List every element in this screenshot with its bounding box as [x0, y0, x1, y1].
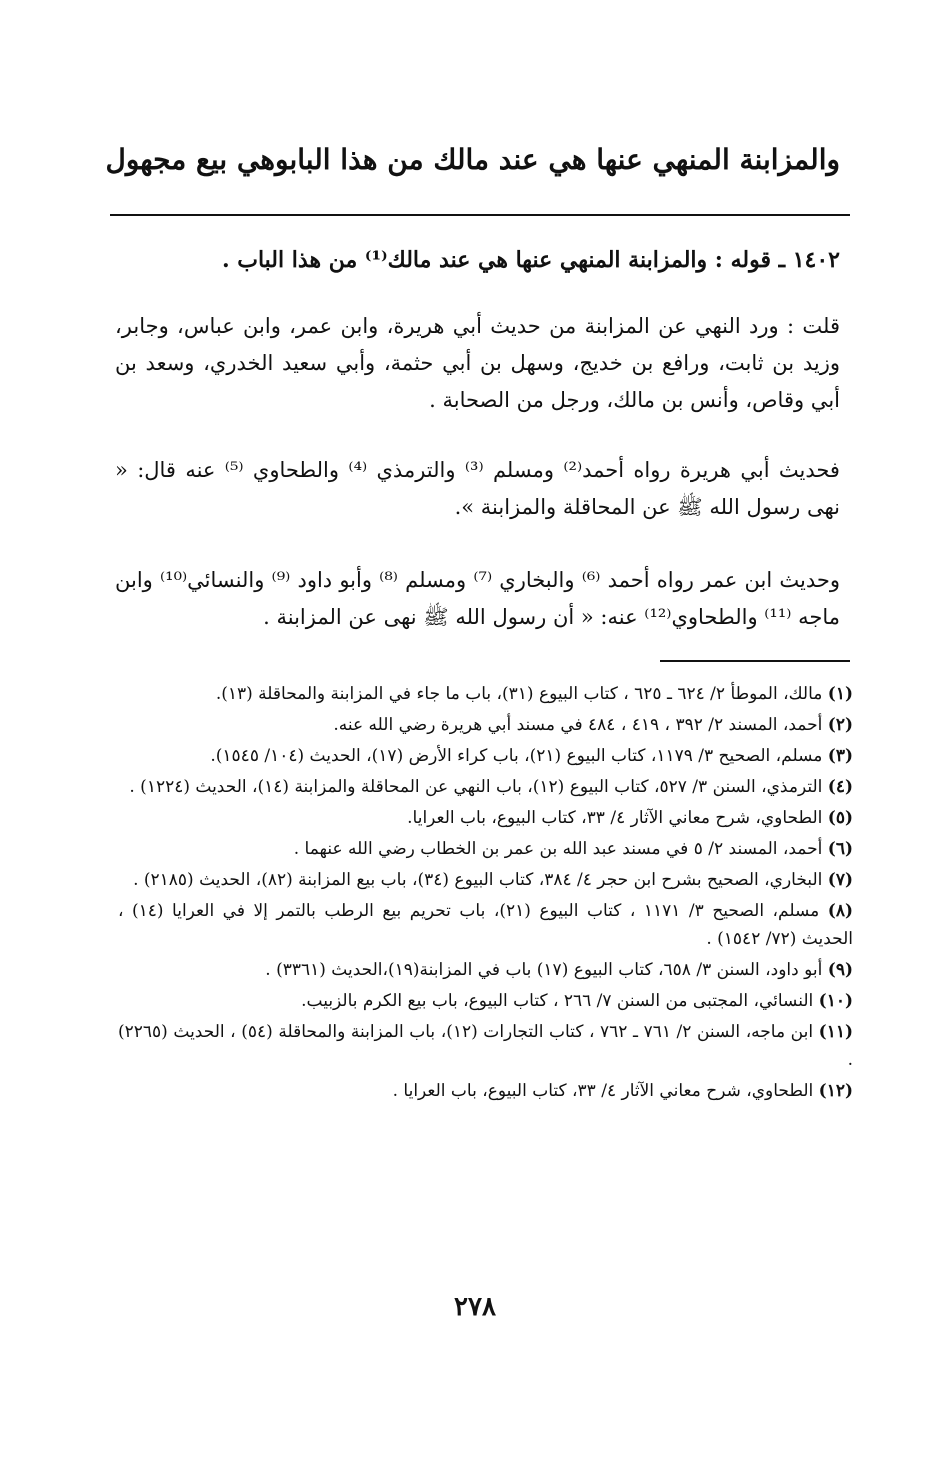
footnote [118, 804, 853, 832]
footnote [118, 897, 853, 953]
footnote [118, 1077, 853, 1105]
footnote-number: (١٠) [818, 991, 853, 1011]
footnote [118, 1018, 853, 1074]
footnote-text: مالك، الموطأ ٢/ ٦٢٤ ـ ٦٢٥ ، كتاب البيوع (٣١)، باب ما جاء في المزابنة والمحاقلة (١٣). [215, 684, 823, 704]
footnote-number: (٢) [827, 715, 853, 735]
footnote-text: أبو داود، السنن ٣/ ٦٥٨، كتاب البيوع (١٧) باب في المزابنة(١٩)،الحديث (٣٣٦١) . [265, 960, 823, 980]
footnote-text: البخاري، الصحيح بشرح ابن حجر ٤/ ٣٨٤، كتاب البيوع (٣٤)، باب بيع المزابنة (٨٢)، الحديث (٢١٨٥) . [133, 870, 823, 890]
footnote-text: ابن ماجه، السنن ٢/ ٧٦١ ـ ٧٦٢ ، كتاب التجارات (١٢)، باب المزابنة والمحاقلة (٥٤) ، الحديث (٢٢٦٥) . [118, 1022, 853, 1070]
running-header-title: والمزابنة المنهي عنها هي عند مالك من هذا البابوهي بيع مجهول [105, 143, 840, 176]
footnote [118, 987, 853, 1015]
header-divider [110, 214, 850, 216]
footnote [118, 711, 853, 739]
footnote-text: النسائي، المجتبى من السنن ٧/ ٢٦٦ ، كتاب البيوع، باب بيع الكرم بالزبيب. [301, 991, 814, 1011]
paragraph-text: قلت : ورد النهي عن المزابنة من حديث أبي هريرة، وابن عمر، وابن عباس، وجابر، وزيد بن ثابت، ورافع بن خديج، وسهل بن أبي حثمة، وأبي سعيد الخدري، وسعد بن أبي وقاص، وأنس بن مالك، ورجل من الصحابة . [115, 314, 840, 412]
footnote-text: الترمذي، السنن ٣/ ٥٢٧، كتاب البيوع (١٢)، باب النهي عن المحاقلة والمزابنة (١٤)، الحديث (١٢٢٤) . [129, 777, 823, 797]
footnote-text: أحمد، المسند ٢/ ٣٩٢ ، ٤١٩ ، ٤٨٤ في مسند أبي هريرة رضي الله عنه. [333, 715, 823, 735]
paragraph-text: فحديث أبي هريرة رواه أحمد⁽²⁾ ومسلم ⁽³⁾ والترمذي ⁽⁴⁾ والطحاوي ⁽⁵⁾ عنه قال: « نهى رسول الله ﷺ عن المحاقلة والمزابنة ». [115, 458, 840, 519]
page-number: ٢٧٨ [454, 1292, 496, 1322]
footnote [118, 680, 853, 708]
footnote-number: (٣) [827, 746, 853, 766]
paragraph-text: وحديث ابن عمر رواه أحمد ⁽⁶⁾ والبخاري ⁽⁷⁾ ومسلم ⁽⁸⁾ وأبو داود ⁽⁹⁾ والنسائي⁽¹⁰⁾ وابن ماجه ⁽¹¹⁾ والطحاوي⁽¹²⁾ عنه: « أن رسول الله ﷺ نهى عن المزابنة . [115, 568, 841, 629]
footnote-number: (٥) [827, 808, 853, 828]
footnote-text: مسلم، الصحيح ٣/ ١١٧٩، كتاب البيوع (٢١)، باب كراء الأرض (١٧)، الحديث (١٠٤/ ١٥٤٥). [210, 746, 823, 766]
footnote-text: أحمد، المسند ٢/ ٥ في مسند عبد الله بن عمر بن الخطاب رضي الله عنهما . [293, 839, 823, 859]
paragraph-abu-hurayra [115, 452, 840, 526]
footnote [118, 956, 853, 984]
footnote-number: (١١) [818, 1022, 853, 1042]
footnote-divider [660, 660, 850, 662]
footnotes-list [118, 680, 853, 1108]
footnote-text: مسلم، الصحيح ٣/ ١١٧١ ، كتاب البيوع (٢١)، باب تحريم بيع الرطب بالتمر إلا في العرايا (١٤) ، الحديث (٧٢/ ١٥٤٢) . [118, 901, 853, 949]
footnote-number: (٤) [827, 777, 853, 797]
footnote-number: (٧) [827, 870, 853, 890]
footnote-number: (١) [827, 684, 853, 704]
footnote [118, 835, 853, 863]
footnote [118, 742, 853, 770]
entry-heading-text: ١٤٠٢ ـ قوله : والمزابنة المنهي عنها هي عند مالك⁽¹⁾ من هذا الباب . [221, 247, 840, 273]
footnote [118, 773, 853, 801]
footnote [118, 866, 853, 894]
paragraph-ibn-umar [115, 562, 840, 636]
footnote-text: الطحاوي، شرح معاني الآثار ٤/ ٣٣، كتاب البيوع، باب العرايا. [407, 808, 823, 828]
paragraph-narrators [115, 308, 840, 419]
entry-heading [115, 242, 840, 279]
footnote-number: (٩) [827, 960, 853, 980]
footnote-number: (٦) [827, 839, 853, 859]
footnote-text: الطحاوي، شرح معاني الآثار ٤/ ٣٣، كتاب البيوع، باب العرايا . [392, 1081, 814, 1101]
footnote-number: (١٢) [818, 1081, 853, 1101]
footnote-number: (٨) [827, 901, 854, 921]
